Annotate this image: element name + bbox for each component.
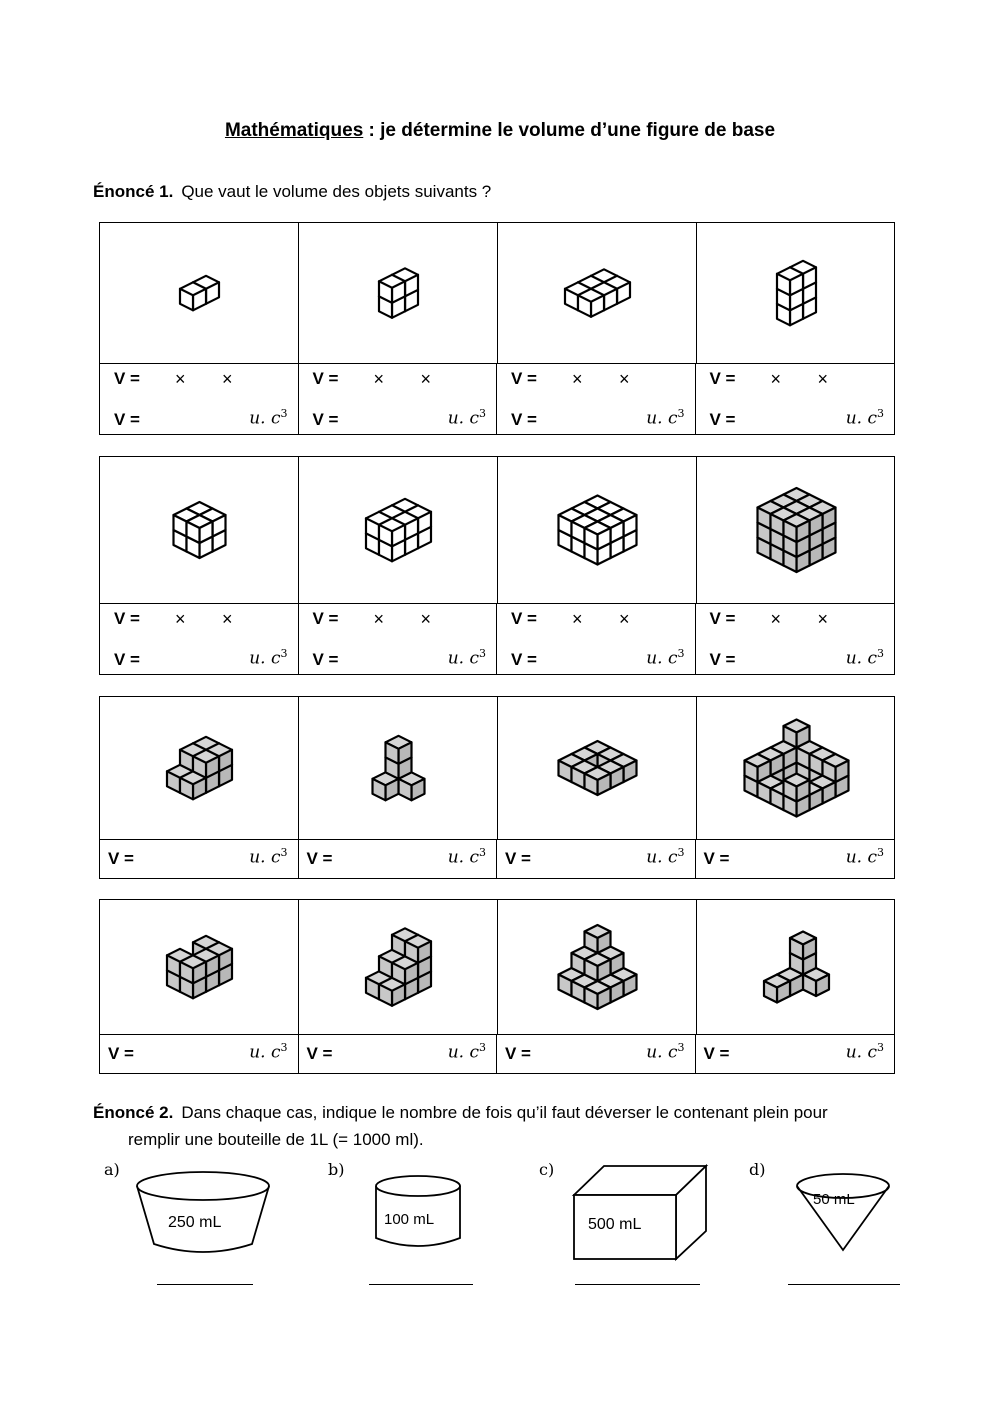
v-label: V =: [703, 1044, 730, 1063]
figure-table-1: [99, 222, 895, 435]
times-sign: ×: [817, 609, 829, 629]
v-label: V =: [703, 849, 730, 868]
answer-cell[interactable]: [100, 840, 299, 878]
v-label: V =: [505, 1044, 531, 1063]
answer-cell[interactable]: [497, 840, 696, 878]
figure-pyramid: [498, 900, 696, 1034]
unit-base: u. c: [447, 1042, 479, 1063]
answer-line-d[interactable]: [788, 1284, 900, 1285]
unit-exponent: 3: [677, 846, 685, 859]
unit-exponent: 3: [479, 647, 486, 660]
unit-exponent: 3: [877, 1041, 884, 1054]
unit-label: [646, 647, 684, 669]
unit-base: u. c: [845, 1042, 877, 1063]
exercise-2-text: Dans chaque cas, indique le nombre de fois qu’il faut déverser le contenant plein pour: [181, 1103, 828, 1122]
answer-cell[interactable]: [497, 1035, 696, 1073]
v-label: V =: [306, 1044, 333, 1063]
figure-u-shape: [100, 900, 298, 1034]
unit-base: u. c: [646, 847, 678, 868]
unit-label: [646, 1041, 684, 1063]
figure-steps: [299, 900, 497, 1034]
v-label: V =: [306, 849, 333, 868]
figure-cell: [498, 697, 697, 839]
unit-exponent: 3: [280, 1041, 288, 1054]
figure-2-cubes: [100, 223, 298, 363]
title-rest: : je détermine le volume d’une figure de base: [363, 120, 776, 141]
figure-cell: [100, 457, 299, 603]
answer-cell[interactable]: [100, 1035, 299, 1073]
unit-base: u. c: [447, 847, 479, 868]
answer-cell[interactable]: [100, 604, 299, 674]
unit-label: [448, 647, 486, 669]
answer-cell[interactable]: [299, 840, 498, 878]
answer-cell[interactable]: [497, 604, 696, 674]
unit-label: [448, 1041, 486, 1063]
title-subject: Mathématiques: [224, 120, 364, 141]
v-label: V =: [108, 849, 134, 868]
unit-label: [846, 407, 884, 429]
unit-base: u. c: [249, 648, 281, 669]
v-label: V =: [114, 650, 140, 669]
figure-cell: [100, 223, 299, 363]
times-sign: ×: [770, 609, 782, 629]
times-sign: ×: [420, 369, 432, 389]
vessel-d-capacity: 50 mL: [813, 1191, 855, 1208]
unit-exponent: 3: [677, 647, 685, 660]
v-label: V =: [511, 410, 537, 429]
vessel-c-letter: c): [539, 1160, 555, 1179]
unit-exponent: 3: [479, 846, 486, 859]
figure-stairs: [100, 697, 298, 839]
answer-cell[interactable]: [299, 364, 498, 434]
figure-8-cubes: [100, 457, 298, 603]
exercise-2-text-line2: remplir une bouteille de 1L (= 1000 ml).: [128, 1130, 424, 1149]
figure-l-tower: [697, 900, 896, 1034]
figure-27-cubes: [697, 457, 896, 603]
exercise-1-statement: [93, 182, 491, 202]
unit-exponent: 3: [280, 647, 288, 660]
answer-cell[interactable]: [299, 604, 498, 674]
figure-y-shape: [299, 697, 497, 839]
unit-base: u. c: [845, 648, 877, 669]
figure-cell: [697, 223, 896, 363]
unit-exponent: 3: [677, 1041, 685, 1054]
figure-18-cubes: [498, 457, 696, 603]
unit-base: u. c: [845, 847, 877, 868]
unit-exponent: 3: [877, 846, 884, 859]
exercise-1-label: Énoncé 1.: [93, 182, 174, 201]
v-label: V =: [114, 369, 140, 388]
unit-base: u. c: [447, 648, 479, 669]
unit-exponent: 3: [479, 407, 486, 420]
figure-cell: [299, 457, 498, 603]
unit-exponent: 3: [280, 846, 288, 859]
answer-line-c[interactable]: [575, 1284, 700, 1285]
times-sign: ×: [619, 609, 630, 629]
v-label: V =: [114, 609, 140, 628]
exercise-2-label: Énoncé 2.: [93, 1103, 174, 1122]
unit-base: u. c: [447, 408, 479, 429]
exercise-1-text: Que vaut le volume des objets suivants ?: [181, 182, 492, 201]
unit-base: u. c: [249, 408, 281, 429]
exercise-2-statement: [93, 1103, 828, 1123]
unit-label: [249, 846, 287, 868]
figure-table-2: [99, 456, 895, 675]
figure-cell: [697, 697, 896, 839]
times-sign: ×: [817, 369, 829, 389]
bowl-container-icon: [134, 1168, 272, 1260]
times-sign: ×: [572, 369, 583, 389]
answer-cell[interactable]: [696, 1035, 895, 1073]
unit-base: u. c: [646, 648, 678, 669]
unit-label: [249, 407, 287, 429]
unit-label: [646, 846, 684, 868]
figure-table-3: [99, 696, 895, 879]
box-container-icon: [570, 1163, 710, 1263]
answer-cell[interactable]: [696, 840, 895, 878]
figure-cell: [498, 457, 697, 603]
figure-12-cubes: [299, 457, 497, 603]
times-sign: ×: [373, 609, 385, 629]
vessel-b-letter: b): [328, 1160, 345, 1179]
answer-line-b[interactable]: [369, 1284, 473, 1285]
answer-cell[interactable]: [696, 364, 895, 434]
times-sign: ×: [175, 369, 186, 389]
v-label: V =: [511, 650, 537, 669]
v-label: V =: [505, 849, 531, 868]
cone-container-icon: [795, 1172, 895, 1254]
v-label: V =: [312, 650, 339, 669]
figure-table-4: [99, 899, 895, 1074]
figure-castle: [697, 697, 896, 839]
vessel-d-letter: d): [749, 1160, 766, 1179]
figure-cell: [498, 900, 697, 1034]
v-label: V =: [114, 410, 140, 429]
v-label: V =: [108, 1044, 134, 1063]
times-sign: ×: [222, 369, 233, 389]
answer-cell[interactable]: [497, 364, 696, 434]
times-sign: ×: [373, 369, 385, 389]
times-sign: ×: [619, 369, 630, 389]
answer-line-a[interactable]: [157, 1284, 253, 1285]
unit-base: u. c: [249, 847, 281, 868]
figure-ring: [498, 697, 696, 839]
figure-cell: [498, 223, 697, 363]
unit-base: u. c: [646, 1042, 678, 1063]
unit-base: u. c: [249, 1042, 281, 1063]
answer-cell[interactable]: [100, 364, 299, 434]
times-sign: ×: [420, 609, 432, 629]
figure-cell: [299, 223, 498, 363]
unit-exponent: 3: [877, 647, 884, 660]
unit-label: [646, 407, 684, 429]
times-sign: ×: [572, 609, 583, 629]
v-label: V =: [709, 410, 736, 429]
v-label: V =: [709, 609, 736, 628]
unit-base: u. c: [845, 408, 877, 429]
v-label: V =: [511, 369, 537, 388]
cylinder-container-icon: [372, 1172, 464, 1254]
vessel-a-letter: a): [104, 1160, 120, 1179]
unit-label: [846, 647, 884, 669]
figure-cell: [697, 900, 896, 1034]
v-label: V =: [312, 609, 339, 628]
figure-tower-6-cubes: [697, 223, 896, 363]
v-label: V =: [312, 410, 339, 429]
unit-label: [448, 846, 486, 868]
unit-exponent: 3: [877, 407, 884, 420]
figure-4-cubes: [299, 223, 497, 363]
vessel-b-capacity: 100 mL: [384, 1211, 435, 1228]
page-title: [0, 120, 1000, 142]
unit-label: [846, 846, 884, 868]
times-sign: ×: [770, 369, 782, 389]
answer-cell[interactable]: [299, 1035, 498, 1073]
v-label: V =: [709, 369, 736, 388]
answer-cell[interactable]: [696, 604, 895, 674]
unit-base: u. c: [646, 408, 678, 429]
unit-exponent: 3: [479, 1041, 486, 1054]
unit-label: [448, 407, 486, 429]
figure-cell: [100, 900, 299, 1034]
times-sign: ×: [222, 609, 233, 629]
unit-exponent: 3: [280, 407, 288, 420]
times-sign: ×: [175, 609, 186, 629]
vessel-c-capacity: 500 mL: [588, 1216, 642, 1233]
unit-label: [249, 1041, 287, 1063]
v-label: V =: [709, 650, 736, 669]
figure-6-cubes: [498, 223, 696, 363]
figure-cell: [299, 900, 498, 1034]
unit-exponent: 3: [677, 407, 685, 420]
unit-label: [249, 647, 287, 669]
unit-label: [846, 1041, 884, 1063]
vessel-a-capacity: 250 mL: [168, 1214, 222, 1231]
v-label: V =: [511, 609, 537, 628]
figure-cell: [697, 457, 896, 603]
figure-cell: [100, 697, 299, 839]
figure-cell: [299, 697, 498, 839]
v-label: V =: [312, 369, 339, 388]
